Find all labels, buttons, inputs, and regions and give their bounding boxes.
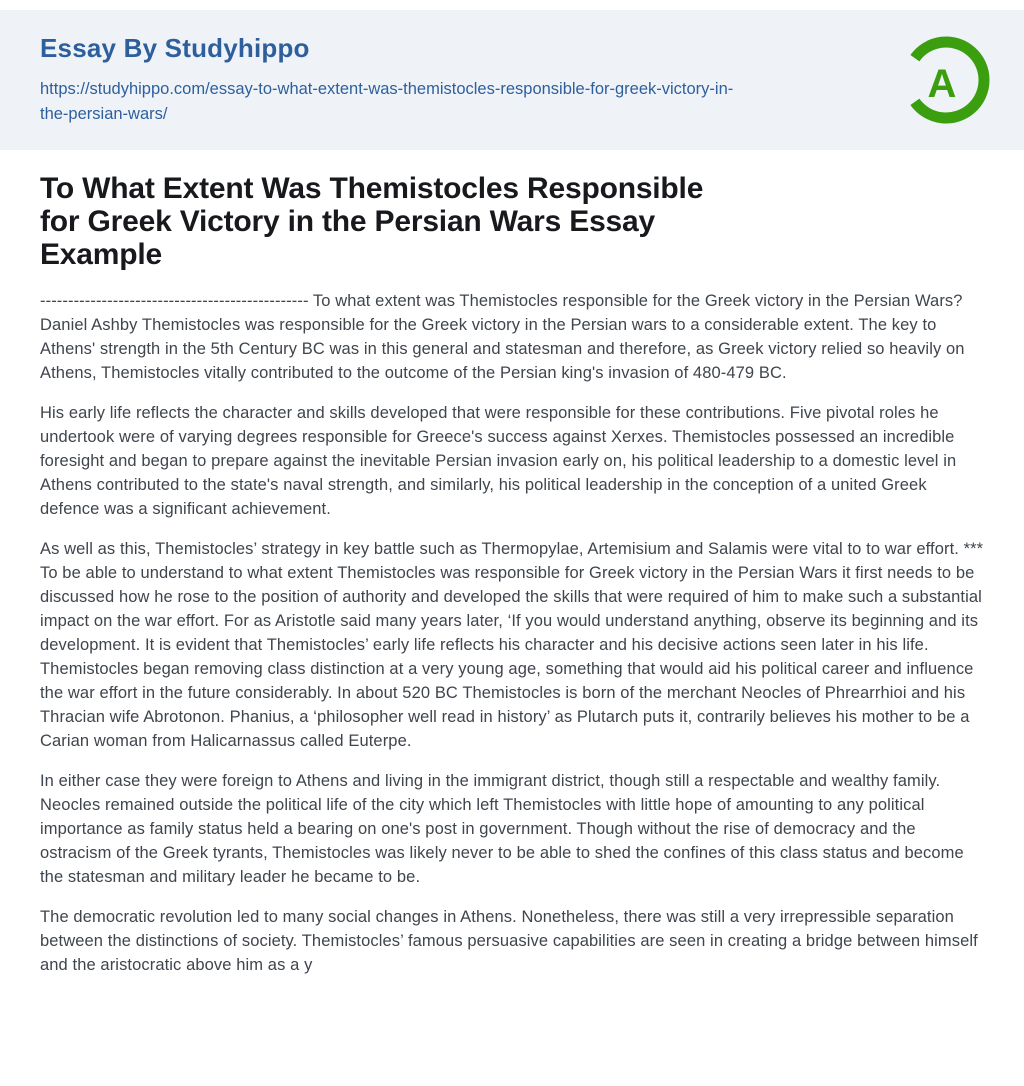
essay-body bbox=[40, 289, 984, 977]
page-header bbox=[0, 10, 1024, 150]
essay-title-line-2: for Greek Victory in the Persian Wars Essay bbox=[40, 205, 656, 238]
logo-letter: A bbox=[927, 61, 957, 106]
essay-title bbox=[40, 172, 960, 271]
essay-paragraph-3: As well as this, Themistocles’ strategy in key battle such as Thermopylae, Artemisium and Salamis were vital to to war effort. *** To be able to understand to what extent Themistocles was responsible for Greek victory in the Persian Wars it first needs to be discussed how he rose to the position of authority and developed the skills that were required of him to make such a substantial impact on the war effort. For as Aristotle said many years later, ‘If you would understand anything, observe its beginning and its development. It is evident that Themistocles’ early life reflects his character and his decisive actions seen later in his life. Themistocles began removing class distinction at a very young age, something that would aid his political career and influence the war effort in the future considerably. In about 520 BC Themistocles is born of the merchant Neocles of Phrearrhioi and his Thracian wife Abrotonon. Phanius, a ‘philosopher well read in history’ as Plutarch puts it, contrarily believes his mother to be a Carian woman from Halicarnassus called Euterpe. bbox=[40, 540, 984, 750]
essay-title-line-3: Example bbox=[40, 238, 162, 271]
page-url-link[interactable]: https://studyhippo.com/essay-to-what-extent-was-themistocles-responsible-for-greek-victory-in-the-persian-wars/ bbox=[40, 80, 734, 123]
essay-paragraph-1: ------------------------------------------------ To what extent was Themistocles responsible for the Greek victory in the Persian Wars? Daniel Ashby Themistocles was responsible for the Greek victory in the Persian wars to a considerable extent. The key to Athens' strength in the 5th Century BC was in this general and statesman and therefore, as Greek victory relied so heavily on Athens, Themistocles vitally contributed to the outcome of the Persian king's invasion of 480-479 BC. bbox=[40, 292, 965, 382]
header-text-block bbox=[40, 33, 740, 127]
essay-paragraph-4: In either case they were foreign to Athens and living in the immigrant district, though still a respectable and wealthy family. Neocles remained outside the political life of the city which left Themistocles with little hope of amounting to any political importance as family status held a bearing on one's post in government. Though without the rise of democracy and the ostracism of the Greek tyrants, Themistocles was likely never to be able to shed the confines of this class status and become the statesman and military leader he became to be. bbox=[40, 772, 964, 886]
essay-title-line-1: To What Extent Was Themistocles Responsible bbox=[40, 172, 704, 205]
studyhippo-logo bbox=[902, 36, 990, 124]
essay-article bbox=[0, 172, 1024, 977]
site-title: Essay By Studyhippo bbox=[40, 33, 310, 63]
essay-paragraph-2: His early life reflects the character and skills developed that were responsible for these contributions. Five pivotal roles he undertook were of varying degrees responsible for Greece's success against Xerxes. Themistocles possessed an incredible foresight and began to prepare against the inevitable Persian invasion early on, his political leadership to a domestic level in Athens contributed to the state's naval strength, and similarly, his political leadership in the conception of a united Greek defence was a significant achievement. bbox=[40, 404, 957, 518]
essay-paragraph-5: The democratic revolution led to many social changes in Athens. Nonetheless, there was still a very irrepressible separation between the distinctions of society. Themistocles’ famous persuasive capabilities are seen in creating a bridge between himself and the aristocratic above him as a y bbox=[40, 908, 978, 974]
